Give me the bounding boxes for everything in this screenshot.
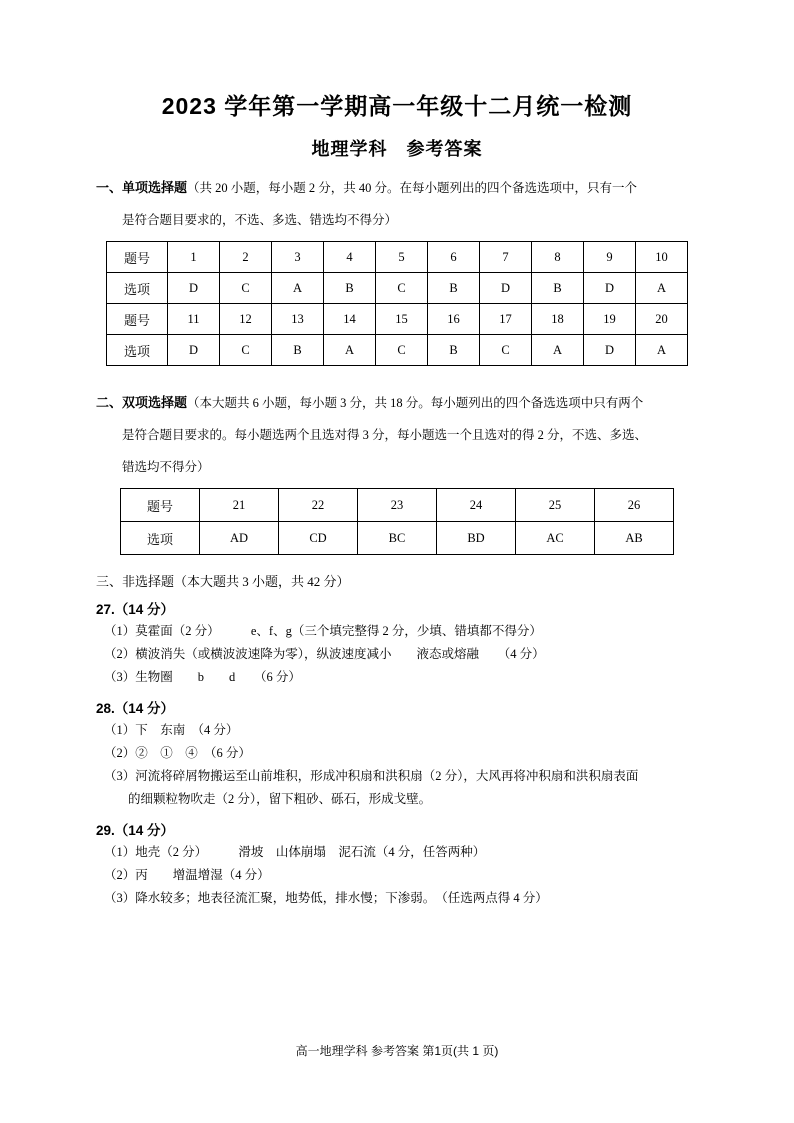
answer-cell: B [272, 335, 324, 366]
section-3-label: 三、非选择题 [96, 574, 175, 589]
double-choice-answer-table [120, 488, 674, 555]
answer-cell: A [636, 335, 688, 366]
answer-cell: A [636, 273, 688, 304]
q-number-cell: 16 [428, 304, 480, 335]
answer-cell: B [532, 273, 584, 304]
q-number-cell: 10 [636, 242, 688, 273]
answer-cell: A [532, 335, 584, 366]
question-line: （1）下 东南 （4 分） [104, 723, 239, 737]
document-content [96, 88, 698, 910]
answer-cell: AB [595, 522, 674, 555]
q-number-cell: 26 [595, 489, 674, 522]
q-number-cell: 22 [279, 489, 358, 522]
question-line: （2）横波消失（或横波波速降为零），纵波速度减小 液态或熔融 （4 分） [104, 647, 545, 661]
question-block-29 [96, 819, 698, 910]
q-number-cell: 7 [480, 242, 532, 273]
q-number-cell: 6 [428, 242, 480, 273]
table-row [107, 335, 688, 366]
table-row [107, 273, 688, 304]
row-label-number-2: 题号 [107, 304, 168, 335]
section-1-label: 一、单项选择题 [96, 180, 188, 195]
question-line: （3）生物圈 b d （6 分） [104, 670, 301, 684]
answer-cell: BC [358, 522, 437, 555]
section-2-desc-line3-wrap [96, 456, 698, 478]
question-number: 27.（14 分） [96, 602, 175, 617]
answer-cell: D [584, 273, 636, 304]
answer-cell: AC [516, 522, 595, 555]
section-2-label: 二、双项选择题 [96, 395, 188, 410]
q-number-cell: 3 [272, 242, 324, 273]
q-number-cell: 4 [324, 242, 376, 273]
q-number-cell: 13 [272, 304, 324, 335]
question-line: （1）莫霍面（2 分） e、f、g（三个填完整得 2 分，少填、错填都不得分） [104, 624, 542, 638]
section-1-heading [96, 177, 698, 199]
page-subtitle: 地理学科 参考答案 [311, 139, 483, 159]
section-2-desc2: 是符合题目要求的。每小题选两个且选对得 3 分，每小题选一个且选对的得 2 分，不选、多选、 [122, 428, 648, 442]
q-number-cell: 8 [532, 242, 584, 273]
question-block-27 [96, 598, 698, 689]
row-label-option-2: 选项 [107, 335, 168, 366]
question-line: （2）丙 增温增湿（4 分） [104, 868, 270, 882]
answer-cell: AD [200, 522, 279, 555]
question-line: （2）② ① ④ （6 分） [104, 746, 251, 760]
q-number-cell: 17 [480, 304, 532, 335]
q-number-cell: 19 [584, 304, 636, 335]
answer-cell: B [428, 273, 480, 304]
page-title: 2023 学年第一学期高一年级十二月统一检测 [161, 93, 633, 119]
question-number: 28.（14 分） [96, 701, 175, 716]
answer-cell: C [376, 335, 428, 366]
answer-cell: A [324, 335, 376, 366]
page-footer: 高一地理学科 参考答案 第1页(共 1 页) [295, 1044, 499, 1058]
q-number-cell: 21 [200, 489, 279, 522]
single-choice-answer-table [106, 241, 688, 366]
q-number-cell: 23 [358, 489, 437, 522]
section-1-desc-line2-wrap [96, 209, 698, 231]
q-number-cell: 9 [584, 242, 636, 273]
table-row [121, 522, 674, 555]
section-2-heading [96, 392, 698, 414]
table-row [107, 242, 688, 273]
answer-cell: CD [279, 522, 358, 555]
q-number-cell: 20 [636, 304, 688, 335]
answer-cell: C [376, 273, 428, 304]
answer-cell: D [480, 273, 532, 304]
q-number-cell: 12 [220, 304, 272, 335]
section-3-heading [96, 571, 698, 590]
answer-cell: B [324, 273, 376, 304]
section-1-desc2: 是符合题目要求的，不选、多选、错选均不得分） [122, 213, 398, 227]
section-2-desc-line2-wrap [96, 424, 698, 446]
answer-cell: D [584, 335, 636, 366]
question-block-28 [96, 697, 698, 811]
table-row [121, 489, 674, 522]
q-number-cell: 2 [220, 242, 272, 273]
row-label-number: 题号 [121, 489, 200, 522]
row-label-option-1: 选项 [107, 273, 168, 304]
section-2-desc: （本大题共 6 小题，每小题 3 分，共 18 分。每小题列出的四个备选选项中只有两个 [187, 396, 644, 410]
section-3-desc: （本大题共 3 小题，共 42 分） [174, 574, 350, 589]
q-number-cell: 24 [437, 489, 516, 522]
q-number-cell: 14 [324, 304, 376, 335]
section-2-desc3: 错选均不得分） [122, 460, 210, 474]
answer-cell: B [428, 335, 480, 366]
answer-cell: D [168, 273, 220, 304]
q-number-cell: 25 [516, 489, 595, 522]
row-label-option: 选项 [121, 522, 200, 555]
q-number-cell: 5 [376, 242, 428, 273]
answer-cell: BD [437, 522, 516, 555]
question-line: （3）降水较多；地表径流汇聚，地势低，排水慢；下渗弱。 （任选两点得 4 分） [104, 891, 548, 905]
q-number-cell: 18 [532, 304, 584, 335]
answer-cell: C [220, 335, 272, 366]
row-label-number-1: 题号 [107, 242, 168, 273]
q-number-cell: 1 [168, 242, 220, 273]
question-line: （3）河流将碎屑物搬运至山前堆积，形成冲积扇和洪积扇（2 分），大风再将冲积扇和洪积扇表面 [104, 769, 639, 783]
question-number: 29.（14 分） [96, 823, 175, 838]
answer-cell: D [168, 335, 220, 366]
answer-cell: A [272, 273, 324, 304]
answer-cell: C [480, 335, 532, 366]
q-number-cell: 15 [376, 304, 428, 335]
table-row [107, 304, 688, 335]
question-line-continued: 的细颗粒物吹走（2 分），留下粗砂、砾石，形成戈壁。 [128, 792, 432, 806]
section-1-desc: （共 20 小题，每小题 2 分，共 40 分。在每小题列出的四个备选选项中，只有一个 [187, 181, 638, 195]
question-line: （1）地壳（2 分） 滑坡 山体崩塌 泥石流（4 分，任答两种） [104, 845, 486, 859]
answer-cell: C [220, 273, 272, 304]
q-number-cell: 11 [168, 304, 220, 335]
